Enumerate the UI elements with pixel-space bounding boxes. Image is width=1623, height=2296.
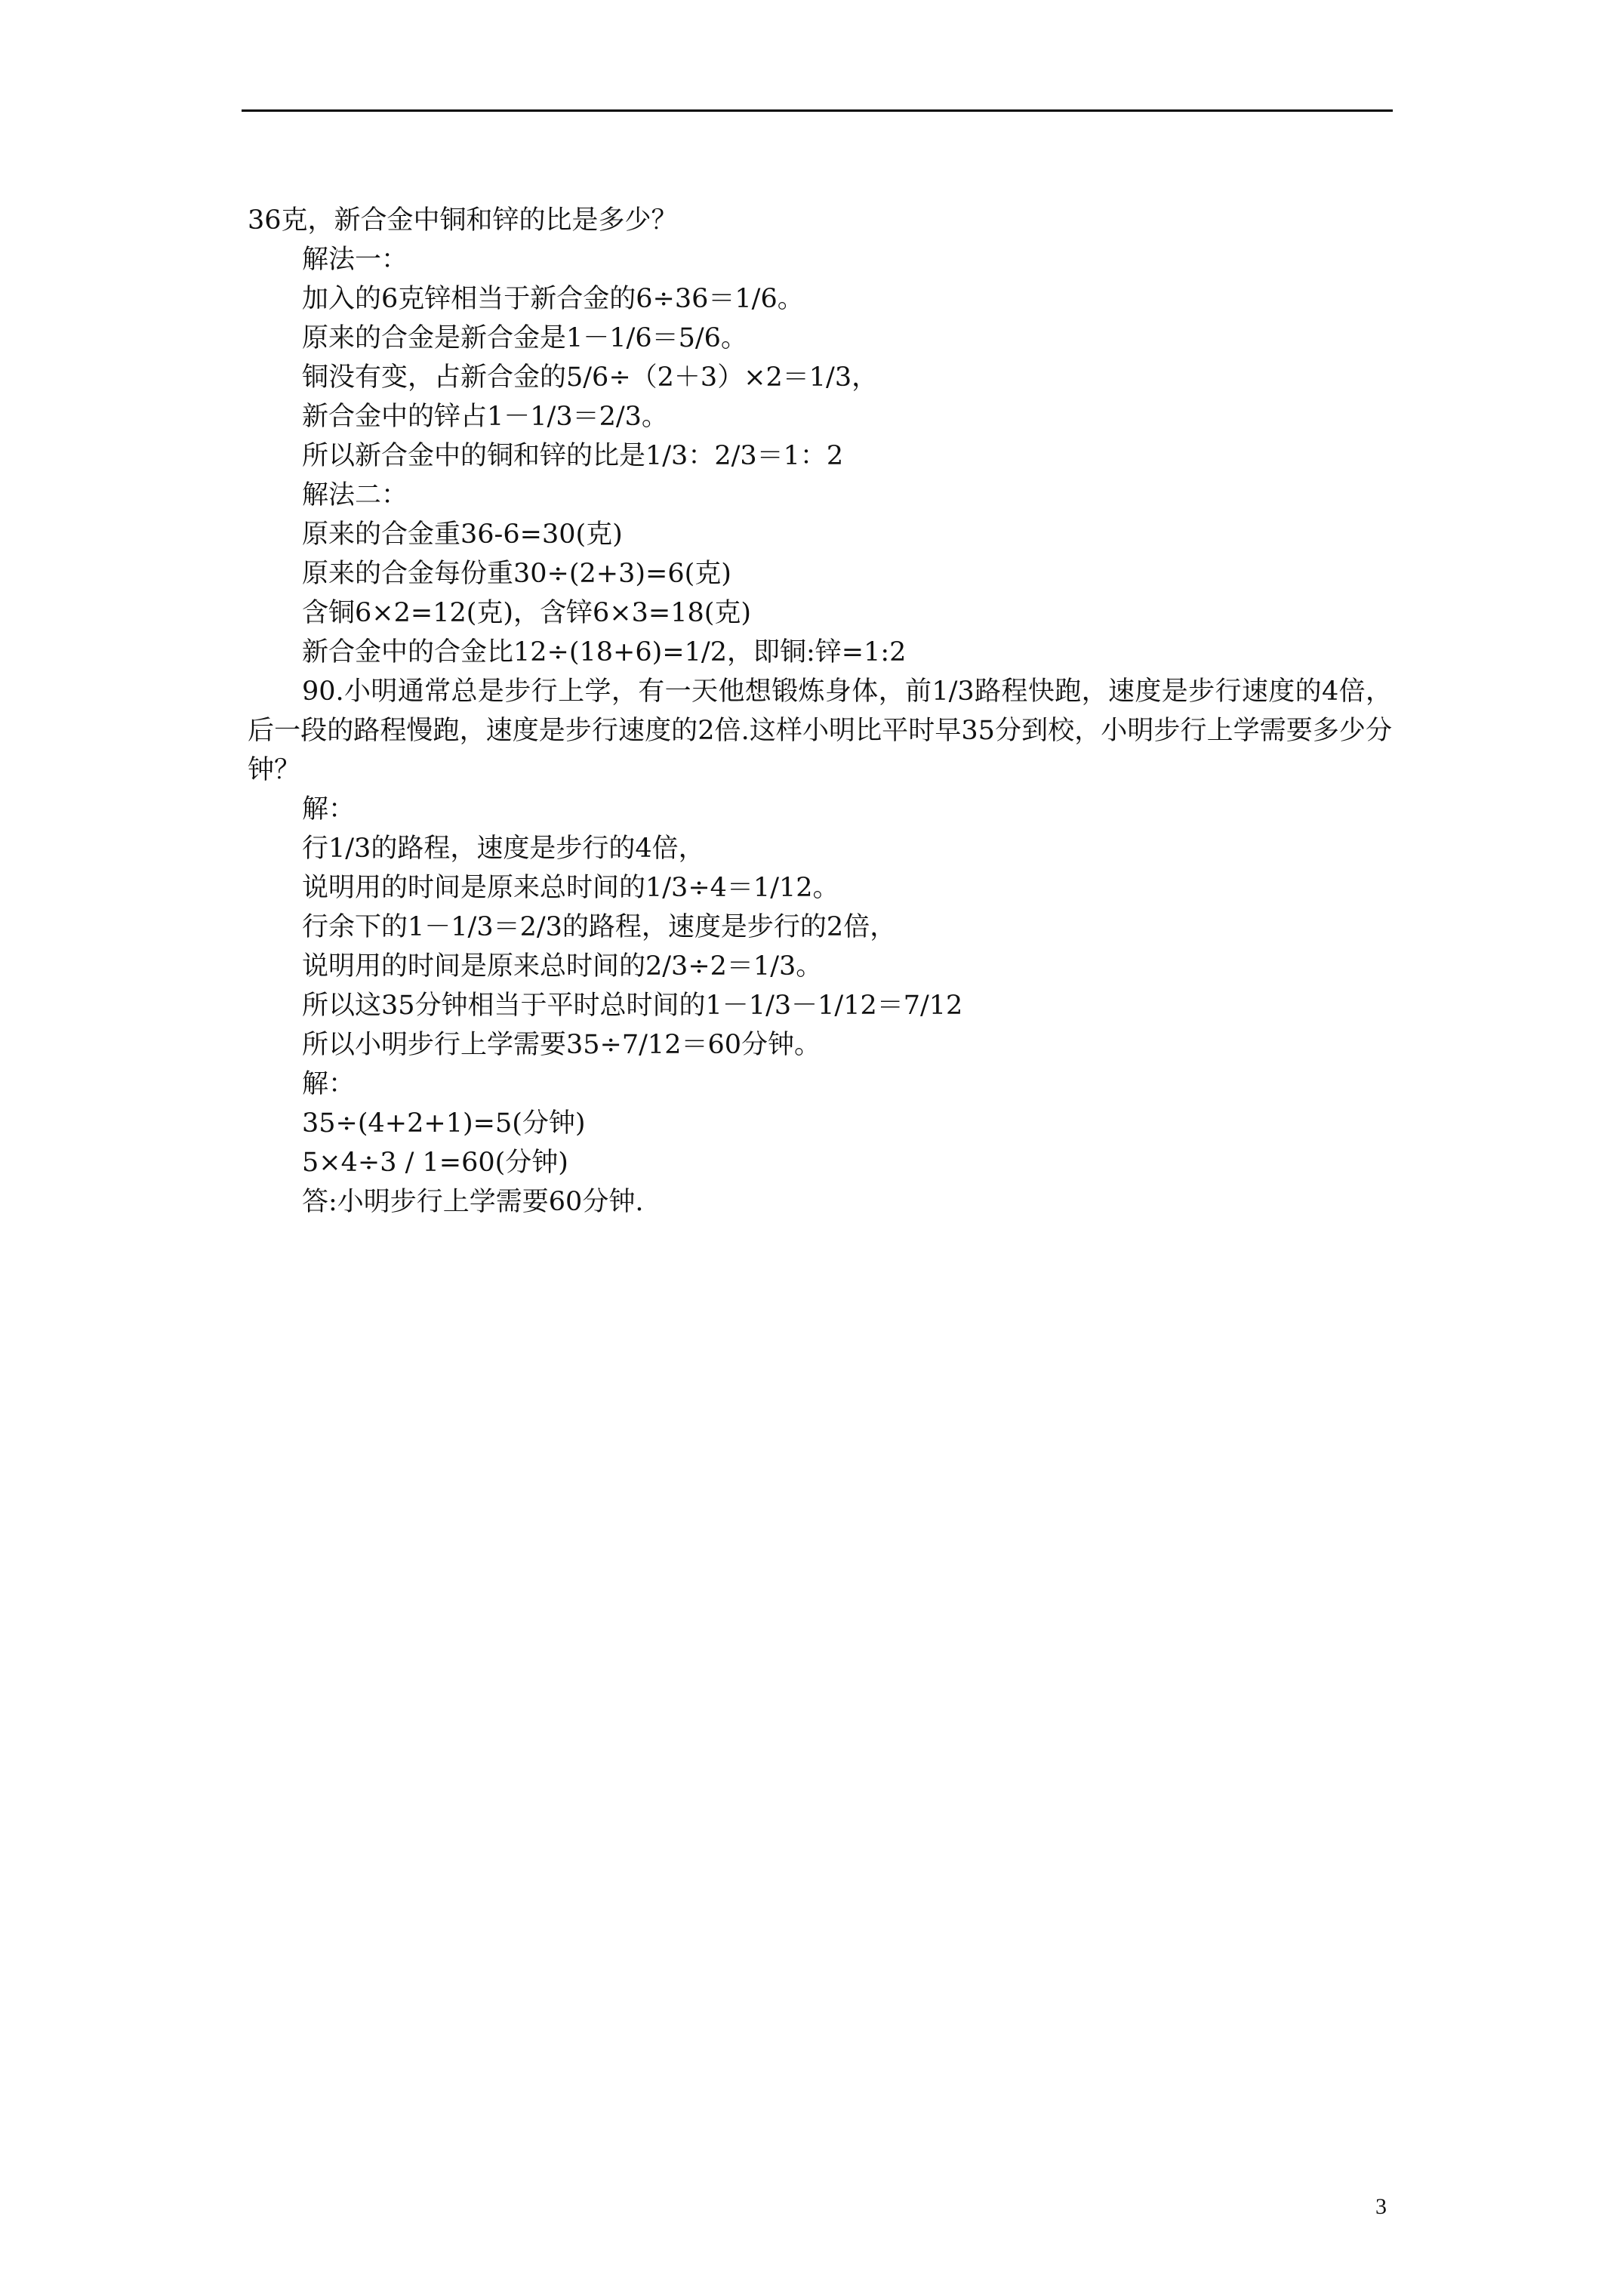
header-rule [242,109,1393,112]
answer-line: 说明用的时间是原来总时间的1/3÷4＝1/12。 [302,873,839,903]
document-body [248,201,1392,1222]
solution-line: 含铜6×2=12(克)，含锌6×3=18(克) [302,598,752,628]
question-continuation: 36克，新合金中铜和锌的比是多少？ [248,205,678,236]
answer-line: 行余下的1－1/3＝2/3的路程，速度是步行的2倍， [302,912,897,942]
answer-line: 所以这35分钟相当于平时总时间的1－1/3－1/12＝7/12 [302,991,963,1021]
solution-line: 新合金中的合金比12÷(18+6)=1/2，即铜:锌=1:2 [302,637,907,667]
page-number: 3 [1375,2194,1387,2219]
answer-line: 所以小明步行上学需要35÷7/12＝60分钟。 [302,1030,821,1060]
solution-line: 所以新合金中的铜和锌的比是1/3：2/3＝1：2 [302,441,844,471]
answer-line: 35÷(4+2+1)=5(分钟) [302,1108,586,1139]
answer-line: 说明用的时间是原来总时间的2/3÷2＝1/3。 [302,951,823,982]
solution-line: 原来的合金重36-6=30(克) [302,519,623,550]
final-answer: 答:小明步行上学需要60分钟. [302,1187,644,1217]
solution-line: 加入的6克锌相当于新合金的6÷36＝1/6。 [302,284,804,314]
solution-2-heading: 解法二： [302,480,408,510]
solution-line: 铜没有变，占新合金的5/6÷（2＋3）×2＝1/3， [302,362,879,393]
answer-line: 5×4÷3 / 1=60(分钟) [302,1148,568,1178]
problem-90-text: 90.小明通常总是步行上学，有一天他想锻炼身体，前1/3路程快跑，速度是步行速度的4倍，后一段的路程慢跑，速度是步行速度的2倍.这样小明比平时早35分到校，小明步行上学需要多少分钟？ [248,676,1392,785]
solution-line: 原来的合金每份重30÷(2+3)=6(克) [302,559,731,589]
answer-heading: 解： [302,794,356,824]
solution-1-heading: 解法一： [302,245,408,275]
answer-line: 行1/3的路程，速度是步行的4倍， [302,834,705,864]
solution-line: 新合金中的锌占1－1/3＝2/3。 [302,402,668,432]
solution-line: 原来的合金是新合金是1－1/6＝5/6。 [302,323,747,353]
answer-heading: 解： [302,1069,356,1099]
